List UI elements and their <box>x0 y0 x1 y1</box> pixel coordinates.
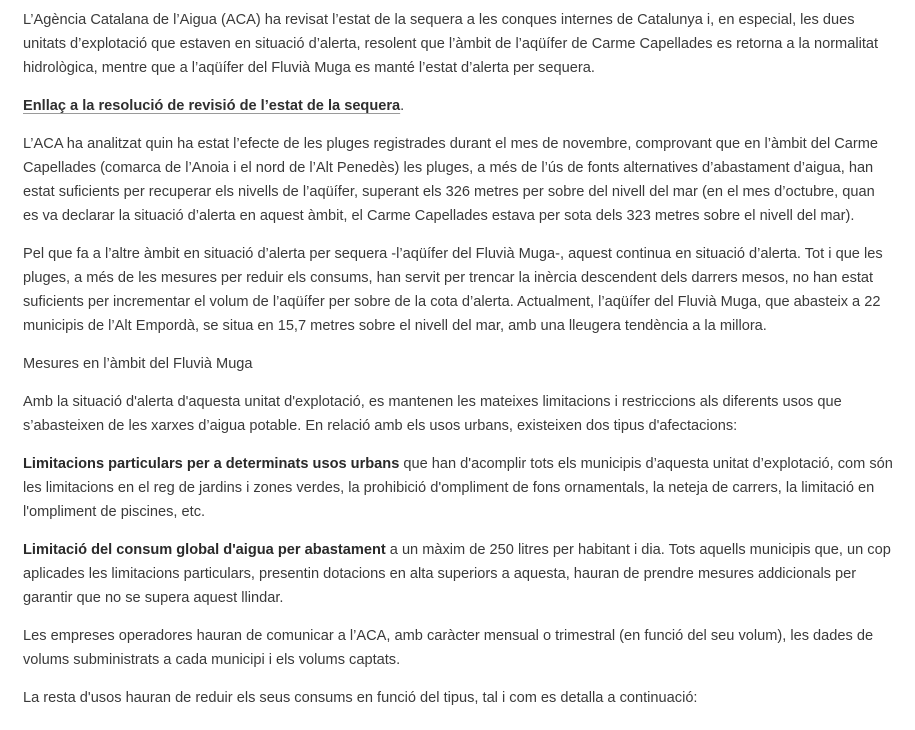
article-body <box>23 8 893 724</box>
link-suffix: . <box>400 98 405 114</box>
particular-limitations-text: que han d'acomplir tots els municipis d’aquesta unitat d’explotació, com són les limitacions en el reg de jardins i zones verdes, la prohibició d'ompliment de fons ornamentals, la neteja de carrers, la limitació en l'ompliment de piscines, etc. <box>23 456 893 520</box>
resolution-link[interactable]: Enllaç a la resolució de revisió de l’estat de la sequera <box>23 98 401 114</box>
resolution-link-paragraph <box>23 94 893 118</box>
particular-limitations-paragraph <box>23 452 893 524</box>
other-uses-paragraph: La resta d'usos hauran de reduir els seus consums en funció del tipus, tal i com es detalla a continuació: <box>23 690 698 706</box>
measures-subheading: Mesures en l’àmbit del Fluvià Muga <box>23 356 253 372</box>
particular-limitations-title: Limitacions particulars per a determinats usos urbans <box>23 456 400 472</box>
intro-paragraph: L’Agència Catalana de l’Aigua (ACA) ha revisat l’estat de la sequera a les conques internes de Catalunya i, en especial, les dues unitats d’explotació que estaven en situació d’alerta, resolent que l’àmbit de l’aqüífer de Carme Capellades es retorna a la normalitat hidrològica, mentre que a l’aqüífer del Fluvià Muga es manté l’estat d’alerta per sequera. <box>23 12 879 76</box>
carme-capellades-paragraph: L’ACA ha analitzat quin ha estat l’efecte de les pluges registrades durant el mes de novembre, comprovant que en l’àmbit del Carme Capellades (comarca de l’Anoia i el nord de l’Alt Penedès) les pluges, a més de l’ús de fonts alternatives d’abastament d’aigua, han estat suficients per recuperar els nivells de l’aqüífer, superant els 326 metres per sobre del nivell del mar (en el mes d’octubre, quan es va declarar la situació d’alerta en aquest àmbit, el Carme Capellades estava per sota dels 323 metres sobre el nivell del mar). <box>23 136 879 224</box>
global-consumption-title: Limitació del consum global d'aigua per abastament <box>23 542 386 558</box>
operators-paragraph: Les empreses operadores hauran de comunicar a l’ACA, amb caràcter mensual o trimestral (en funció del seu volum), les dades de volums subministrats a cada municipi i els volums captats. <box>23 628 874 668</box>
global-consumption-text: a un màxim de 250 litres per habitant i dia. Tots aquells municipis que, un cop aplicades les limitacions particulars, presentin dotacions en alta superiors a aquesta, hauran de prendre mesures addicionals per garantir que no se supera aquest llindar. <box>23 542 891 606</box>
global-consumption-paragraph <box>23 538 893 610</box>
fluvia-muga-paragraph: Pel que fa a l’altre àmbit en situació d’alerta per sequera -l’aqüífer del Fluvià Muga-, aquest continua en situació d’alerta. Tot i que les pluges, a més de les mesures per reduir els consums, han servit per trencar la inèrcia descendent dels darrers mesos, no han estat suficients per incrementar el volum de l’aqüífer per sobre de la cota d’alerta. Actualment, l’aqüífer del Fluvià Muga, que abasteix a 22 municipis de l’Alt Empordà, se situa en 15,7 metres sobre el nivell del mar, amb una lleugera tendència a la millora. <box>23 246 883 334</box>
alert-measures-paragraph: Amb la situació d'alerta d'aquesta unitat d'explotació, es mantenen les mateixes limitacions i restriccions als diferents usos que s’abasteixen de les xarxes d’aigua potable. En relació amb els usos urbans, existeixen dos tipus d'afectacions: <box>23 394 842 434</box>
